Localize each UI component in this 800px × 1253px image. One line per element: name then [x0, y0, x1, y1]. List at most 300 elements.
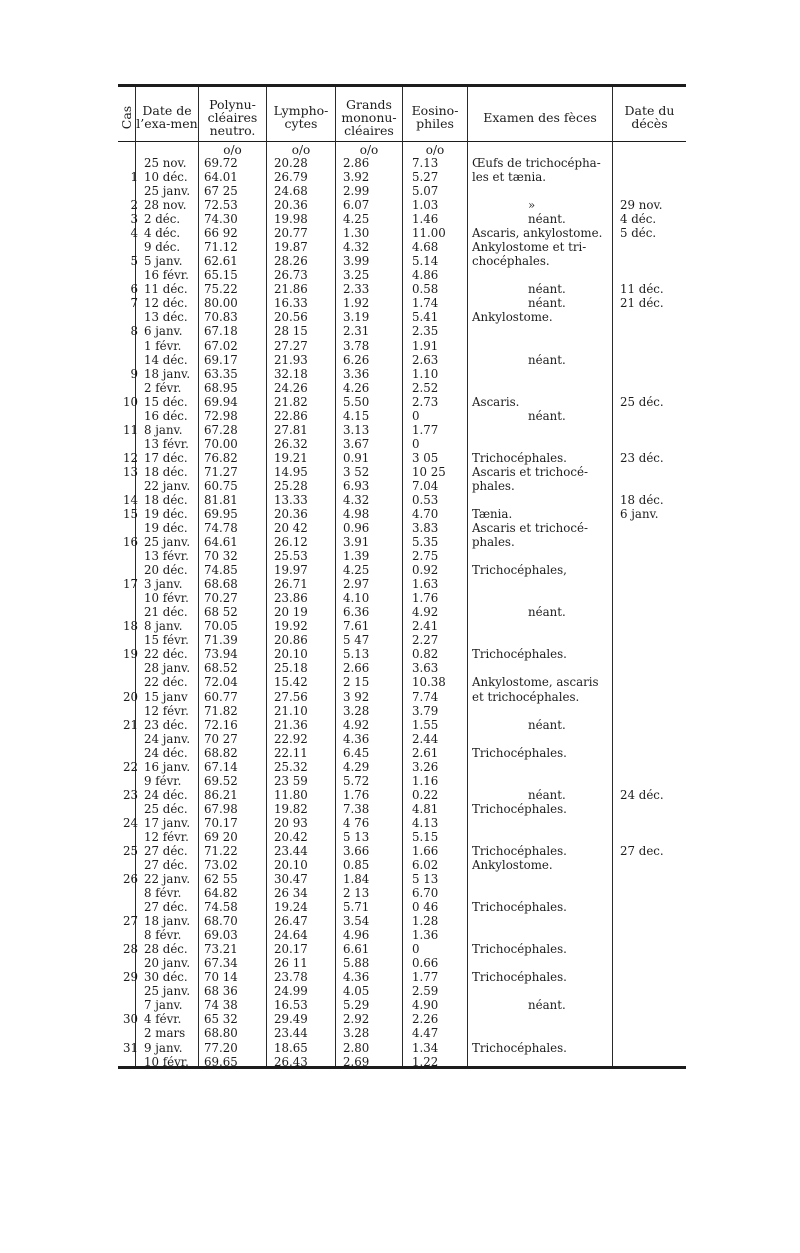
lymphocytes-value: 27.56	[274, 689, 308, 704]
eosinophiles-value: 1.66	[412, 843, 439, 858]
cas-number: 29	[122, 970, 138, 985]
exam-date: 27 déc.	[144, 843, 188, 858]
polynucleaires-value: 69.17	[204, 352, 238, 367]
cas-number: 27	[122, 914, 138, 929]
table-row	[118, 310, 686, 324]
feces-exam-text: Trichocéphales.	[472, 450, 567, 465]
eosinophiles-value: 0.58	[412, 282, 439, 297]
eosinophiles-value: 6.70	[412, 886, 439, 901]
eosinophiles-value: 1.03	[412, 198, 439, 213]
grands-mononucleaires-value: 1.39	[343, 549, 370, 564]
feces-exam-text: Ankylostome et tri-	[472, 240, 587, 255]
lymphocytes-value: 26.73	[274, 268, 308, 283]
lymphocytes-value: 24.68	[274, 184, 308, 199]
feces-exam-text: Ascaris.	[472, 394, 520, 409]
lymphocytes-value: 23 59	[274, 773, 308, 788]
polynucleaires-value: 68.70	[204, 914, 238, 929]
grands-mononucleaires-value: 2.66	[343, 661, 370, 676]
table-row	[118, 226, 686, 240]
table-row: 7 janv. 74 38 16.53 5.29 4.90 néant.	[144, 998, 566, 1013]
header-feces	[468, 92, 612, 142]
polynucleaires-value: 80.00	[204, 296, 238, 311]
lymphocytes-value: 11.80	[274, 787, 308, 802]
table-row	[118, 268, 686, 282]
polynucleaires-value: 60.77	[204, 689, 238, 704]
table-row	[118, 170, 686, 184]
grands-mononucleaires-value: 2.80	[343, 1040, 370, 1055]
table-row	[118, 493, 686, 507]
exam-date: 12 déc.	[144, 296, 188, 311]
cas-number: 17	[122, 577, 138, 592]
lymphocytes-value: 23.44	[274, 1026, 308, 1041]
polynucleaires-value: 72.16	[204, 717, 238, 732]
cas-number: 25	[122, 843, 138, 858]
unit-lymph: o/o	[291, 143, 311, 157]
polynucleaires-value: 67.18	[204, 324, 238, 339]
exam-date: 16 févr.	[144, 268, 189, 283]
lymphocytes-value: 25.53	[274, 549, 308, 564]
grands-mononucleaires-value: 5 13	[343, 829, 370, 844]
cas-number: 5	[130, 254, 138, 269]
exam-date: 22 déc.	[144, 675, 188, 690]
eosinophiles-value: 4.86	[412, 268, 439, 283]
lymphocytes-value: 19.98	[274, 212, 308, 227]
grands-mononucleaires-value: 3.67	[343, 436, 370, 451]
lymphocytes-value: 20 19	[274, 605, 308, 620]
cas-number: 30	[122, 1012, 138, 1027]
eosinophiles-value: 0	[412, 408, 420, 423]
exam-date: 16 janv.	[144, 759, 191, 774]
eosinophiles-value: 4.68	[412, 240, 439, 255]
exam-date: 7 janv.	[144, 998, 183, 1013]
lymphocytes-value: 19.21	[274, 450, 308, 465]
cas-number: 8	[130, 324, 138, 339]
table-row	[118, 872, 686, 886]
polynucleaires-value: 64.61	[204, 535, 238, 550]
grands-mononucleaires-value: 4.96	[343, 928, 370, 943]
lymphocytes-value: 26.12	[274, 535, 308, 550]
grands-mononucleaires-value: 2.86	[343, 156, 370, 170]
feces-exam-text: Trichocéphales.	[472, 745, 567, 760]
polynucleaires-value: 71.82	[204, 703, 238, 718]
header-lymph	[267, 92, 335, 142]
grands-mononucleaires-value: 3 92	[343, 689, 370, 704]
polynucleaires-value: 73.94	[204, 647, 238, 662]
lymphocytes-value: 26 34	[274, 886, 308, 901]
polynucleaires-value: 68.82	[204, 745, 238, 760]
lymphocytes-value: 28 15	[274, 324, 308, 339]
exam-date: 23 déc.	[144, 717, 188, 732]
exam-date: 18 déc.	[144, 464, 188, 479]
grands-mononucleaires-value: 3.25	[343, 268, 370, 283]
table-row: 7 12 déc. 80.00 16.33 1.92 1.74 néant. 21 déc.	[118, 296, 686, 310]
table-row	[118, 324, 686, 338]
exam-date: 13 févr.	[144, 436, 189, 451]
table-row	[118, 549, 686, 563]
table-row	[118, 395, 686, 409]
polynucleaires-value: 62 55	[204, 872, 238, 887]
cas-number: 22	[122, 759, 138, 774]
table-row	[118, 465, 686, 479]
death-date: 29 nov.	[620, 198, 663, 213]
grands-mononucleaires-value: 6.45	[343, 745, 370, 760]
grands-mononucleaires-value: 0.91	[343, 450, 370, 465]
table-row	[118, 563, 686, 577]
table-row	[118, 914, 686, 928]
polynucleaires-value: 67.34	[204, 956, 238, 971]
table-row: 21 23 déc. 72.16 21.36 4.92 1.55 néant.	[118, 718, 686, 732]
lymphocytes-value: 20.36	[274, 507, 308, 521]
lymphocytes-value: 23.78	[274, 970, 308, 985]
grands-mononucleaires-value: 1.76	[343, 787, 370, 802]
cas-number: 4	[130, 226, 138, 241]
exam-date: 13 déc.	[144, 310, 188, 325]
eosinophiles-value: 5.14	[412, 254, 439, 269]
lymphocytes-value: 24.26	[274, 380, 308, 395]
eosinophiles-value: 3 05	[412, 450, 439, 465]
feces-exam-text: Ankylostome, ascaris	[472, 675, 599, 690]
grands-mononucleaires-value: 7.61	[343, 619, 370, 634]
grands-mononucleaires-value: 3.28	[343, 703, 370, 718]
exam-date: 22 janv.	[144, 872, 191, 887]
exam-date: 28 janv.	[144, 661, 191, 676]
death-date: 5 déc.	[620, 226, 657, 241]
eosinophiles-value: 1.16	[412, 773, 439, 788]
grands-mononucleaires-value: 4 76	[343, 815, 370, 830]
table-row	[118, 254, 686, 268]
grands-mononucleaires-value: 6.07	[343, 198, 370, 213]
grands-mononucleaires-value: 6.26	[343, 352, 370, 367]
lymphocytes-value: 21.86	[274, 282, 308, 297]
table-row	[118, 661, 686, 675]
table-row: 23 24 déc. 86.21 11.80 1.76 0.22 néant. 24 déc.	[118, 788, 686, 802]
eosinophiles-value: 1.46	[412, 212, 439, 227]
cas-number: 31	[122, 1040, 138, 1055]
lymphocytes-value: 29.49	[274, 1012, 308, 1027]
lymphocytes-value: 21.82	[274, 394, 308, 409]
table-row	[118, 1026, 686, 1040]
header-cas-label: Cas	[119, 105, 134, 129]
eosinophiles-value: 1.91	[412, 338, 439, 353]
death-date: 23 déc.	[620, 450, 664, 465]
lymphocytes-value: 30.47	[274, 872, 308, 887]
feces-exam-text: Ascaris et trichocé-	[472, 521, 588, 536]
table-row	[118, 704, 686, 718]
exam-date: 6 janv.	[144, 324, 183, 339]
exam-date: 28 nov.	[144, 198, 187, 213]
polynucleaires-value: 66 92	[204, 226, 238, 241]
table-row	[118, 732, 686, 746]
cas-number: 13	[122, 464, 138, 479]
exam-date: 19 déc.	[144, 521, 188, 536]
exam-date: 25 janv.	[144, 535, 191, 550]
cas-number: 9	[130, 366, 138, 381]
exam-date: 11 déc.	[144, 282, 188, 297]
eosinophiles-value: 2.59	[412, 984, 439, 999]
feces-exam-text: Ankylostome.	[472, 858, 553, 872]
polynucleaires-value: 60.75	[204, 478, 238, 493]
polynucleaires-value: 74.78	[204, 521, 238, 536]
table-row	[118, 1012, 686, 1026]
table-row	[118, 675, 686, 689]
grands-mononucleaires-value: 2.69	[343, 1054, 370, 1069]
exam-date: 25 janv.	[144, 984, 191, 999]
grands-mononucleaires-value: 5.13	[343, 647, 370, 662]
exam-date: 13 févr.	[144, 549, 189, 564]
cas-number: 23	[122, 787, 138, 802]
death-date: 27 dec.	[620, 843, 664, 858]
polynucleaires-value: 70.05	[204, 619, 238, 634]
lymphocytes-value: 26.43	[274, 1054, 308, 1069]
eosinophiles-value: 2.63	[412, 352, 439, 367]
eosinophiles-value: 11.00	[412, 226, 446, 241]
lymphocytes-value: 24.99	[274, 984, 308, 999]
header-feces-label: Examen des fèces	[483, 109, 597, 125]
exam-date: 9 janv.	[144, 1040, 183, 1055]
lymphocytes-value: 25.32	[274, 759, 308, 774]
table-row	[118, 156, 686, 170]
polynucleaires-value: 69.95	[204, 507, 238, 521]
death-date: 25 déc.	[620, 394, 664, 409]
header-date	[136, 92, 198, 142]
lymphocytes-value: 20.10	[274, 647, 308, 662]
eosinophiles-value: 5 13	[412, 872, 439, 887]
polynucleaires-value: 70 32	[204, 549, 238, 564]
lymphocytes-value: 19.24	[274, 900, 308, 915]
table-row	[118, 928, 686, 942]
lymphocytes-value: 26.71	[274, 577, 308, 592]
table-row	[118, 1041, 686, 1055]
lymphocytes-value: 26.47	[274, 914, 308, 929]
lymphocytes-value: 15.42	[274, 675, 308, 690]
table-row	[118, 240, 686, 254]
grands-mononucleaires-value: 4.32	[343, 240, 370, 255]
exam-date: 17 janv.	[144, 815, 191, 830]
grands-mononucleaires-value: 6.61	[343, 942, 370, 957]
grands-mononucleaires-value: 3.54	[343, 914, 370, 929]
eosinophiles-value: 5.35	[412, 535, 439, 550]
exam-date: 27 déc.	[144, 900, 188, 915]
polynucleaires-value: 74.30	[204, 212, 238, 227]
table-row	[118, 591, 686, 605]
polynucleaires-value: 77.20	[204, 1040, 238, 1055]
unit-poly: o/o	[223, 143, 242, 157]
lymphocytes-value: 19.87	[274, 240, 308, 255]
polynucleaires-value: 64.82	[204, 886, 238, 901]
exam-date: 25 janv.	[144, 184, 191, 199]
cas-number: 11	[122, 422, 138, 437]
lymphocytes-value: 24.64	[274, 928, 308, 943]
polynucleaires-value: 73.02	[204, 858, 238, 872]
table-row	[118, 886, 686, 900]
eosinophiles-value: 3.79	[412, 703, 439, 718]
grands-mononucleaires-value: 4.25	[343, 563, 370, 578]
lymphocytes-value: 20 42	[274, 521, 308, 536]
exam-date: 2 févr.	[144, 380, 182, 395]
cas-number: 19	[122, 647, 138, 662]
grands-mononucleaires-value: 3.99	[343, 254, 370, 269]
feces-exam-text: Trichocéphales.	[472, 647, 567, 662]
cas-number: 20	[122, 689, 138, 704]
lymphocytes-value: 27.27	[274, 338, 308, 353]
grands-mononucleaires-value: 4.98	[343, 507, 370, 521]
feces-exam-text: Tænia.	[472, 507, 513, 521]
exam-date: 5 janv.	[144, 254, 183, 269]
exam-date: 10 févr.	[144, 1054, 189, 1069]
eosinophiles-value: 0 46	[412, 900, 439, 915]
grands-mononucleaires-value: 5.72	[343, 773, 370, 788]
eosinophiles-value: 4.70	[412, 507, 439, 521]
table-row: 6 11 déc. 75.22 21.86 2.33 0.58 néant. 11 déc.	[118, 282, 686, 296]
feces-exam-text: les et tænia.	[472, 170, 547, 185]
grands-mononucleaires-value: 4.29	[343, 759, 370, 774]
eosinophiles-value: 0	[412, 942, 420, 957]
lymphocytes-value: 19.97	[274, 563, 308, 578]
cas-number: 6	[130, 282, 138, 297]
exam-date: 18 janv.	[144, 914, 191, 929]
exam-date: 12 févr.	[144, 829, 189, 844]
exam-date: 28 déc.	[144, 942, 188, 957]
lymphocytes-value: 16.53	[274, 998, 308, 1013]
exam-date: 24 déc.	[144, 745, 188, 760]
table-row	[118, 760, 686, 774]
polynucleaires-value: 68.68	[204, 577, 238, 592]
feces-exam-text: Trichocéphales.	[472, 942, 567, 957]
eosinophiles-value: 0.66	[412, 956, 439, 971]
exam-date: 16 déc.	[144, 408, 188, 423]
unit-grands: o/o	[359, 143, 379, 157]
polynucleaires-value: 72.53	[204, 198, 238, 213]
polynucleaires-value: 65 32	[204, 1012, 238, 1027]
exam-date: 1 févr.	[144, 338, 182, 353]
eosinophiles-value: 5.41	[412, 310, 439, 325]
polynucleaires-value: 74 38	[204, 998, 238, 1013]
polynucleaires-value: 69.03	[204, 928, 238, 943]
table-row	[118, 577, 686, 591]
grands-mononucleaires-value: 4.36	[343, 731, 370, 746]
polynucleaires-value: 72.98	[204, 408, 238, 423]
grands-mononucleaires-value: 2.33	[343, 282, 370, 297]
polynucleaires-value: 71.27	[204, 464, 238, 479]
grands-mononucleaires-value: 2 15	[343, 675, 370, 690]
cas-number: 1	[130, 170, 138, 185]
polynucleaires-value: 70 27	[204, 731, 238, 746]
grands-mononucleaires-value: 6.36	[343, 605, 370, 620]
polynucleaires-value: 69 20	[204, 829, 238, 844]
grands-mononucleaires-value: 2.31	[343, 324, 370, 339]
lymphocytes-value: 20.56	[274, 310, 308, 325]
polynucleaires-value: 69.94	[204, 394, 238, 409]
eosinophiles-value: 0.82	[412, 647, 439, 662]
header-poly	[199, 92, 266, 142]
cas-number: 24	[122, 815, 138, 830]
grands-mononucleaires-value: 5.50	[343, 394, 370, 409]
grands-mononucleaires-value: 3.66	[343, 843, 370, 858]
cas-number: 12	[122, 450, 138, 465]
eosinophiles-value: 2.73	[412, 394, 439, 409]
eosinophiles-value: 1.76	[412, 591, 439, 606]
table-row	[118, 339, 686, 353]
cas-number: 2	[130, 198, 138, 213]
eosinophiles-value: 2.52	[412, 380, 439, 395]
polynucleaires-value: 68.52	[204, 661, 238, 676]
eosinophiles-value: 1.63	[412, 577, 439, 592]
exam-date: 14 déc.	[144, 352, 188, 367]
eosinophiles-value: 0	[412, 436, 420, 451]
exam-date: 25 déc.	[144, 801, 188, 816]
cas-number: 3	[130, 212, 138, 227]
lymphocytes-value: 32.18	[274, 366, 308, 381]
table-row	[118, 437, 686, 451]
polynucleaires-value: 63.35	[204, 366, 238, 381]
eosinophiles-value: 1.22	[412, 1054, 439, 1069]
feces-exam-text: Ankylostome.	[472, 310, 553, 325]
table-row	[118, 844, 686, 858]
exam-date: 21 déc.	[144, 605, 188, 620]
exam-date: 4 févr.	[144, 1012, 182, 1027]
header-date-label: Date de l’exa-men	[136, 103, 198, 131]
polynucleaires-value: 65.15	[204, 268, 238, 283]
lymphocytes-value: 20.10	[274, 858, 308, 872]
lymphocytes-value: 21.93	[274, 352, 308, 367]
grands-mononucleaires-value: 4.10	[343, 591, 370, 606]
polynucleaires-value: 68.95	[204, 380, 238, 395]
eosinophiles-value: 5.27	[412, 170, 439, 185]
polynucleaires-value: 71.39	[204, 633, 238, 648]
polynucleaires-value: 76.82	[204, 450, 238, 465]
eosinophiles-value: 1.77	[412, 422, 439, 437]
eosinophiles-value: 10.38	[412, 675, 446, 690]
polynucleaires-value: 75.22	[204, 282, 238, 297]
feces-exam-text: chocéphales.	[472, 254, 550, 269]
grands-mononucleaires-value: 3.28	[343, 1026, 370, 1041]
death-date: 11 déc.	[620, 282, 664, 297]
exam-date: 8 janv.	[144, 422, 183, 437]
lymphocytes-value: 20.42	[274, 829, 308, 844]
lymphocytes-value: 26 11	[274, 956, 308, 971]
table-row	[118, 633, 686, 647]
table-row	[118, 507, 686, 521]
polynucleaires-value: 73.21	[204, 942, 238, 957]
exam-date: 30 déc.	[144, 970, 188, 985]
polynucleaires-value: 68 52	[204, 605, 238, 620]
grands-mononucleaires-value: 4.05	[343, 984, 370, 999]
polynucleaires-value: 70 14	[204, 970, 238, 985]
lymphocytes-value: 20 93	[274, 815, 308, 830]
eosinophiles-value: 1.74	[412, 296, 439, 311]
exam-date: 19 déc.	[144, 507, 188, 521]
polynucleaires-value: 71.22	[204, 843, 238, 858]
table-row	[118, 774, 686, 788]
lymphocytes-value: 20.17	[274, 942, 308, 957]
eosinophiles-value: 2.44	[412, 731, 439, 746]
exam-date: 20 janv.	[144, 956, 191, 971]
lymphocytes-value: 23.86	[274, 591, 308, 606]
grands-mononucleaires-value: 5.71	[343, 900, 370, 915]
lymphocytes-value: 22.11	[274, 745, 308, 760]
table-row	[118, 942, 686, 956]
table-row	[118, 619, 686, 633]
exam-date: 10 déc.	[144, 170, 188, 185]
table-row	[118, 690, 686, 704]
table-row	[118, 802, 686, 816]
death-date: 24 déc.	[620, 787, 664, 802]
grands-mononucleaires-value: 3.36	[343, 366, 370, 381]
polynucleaires-value: 70.83	[204, 310, 238, 325]
grands-mononucleaires-value: 0.85	[343, 858, 370, 872]
polynucleaires-value: 69.65	[204, 1054, 238, 1069]
cas-number: 28	[122, 942, 138, 957]
